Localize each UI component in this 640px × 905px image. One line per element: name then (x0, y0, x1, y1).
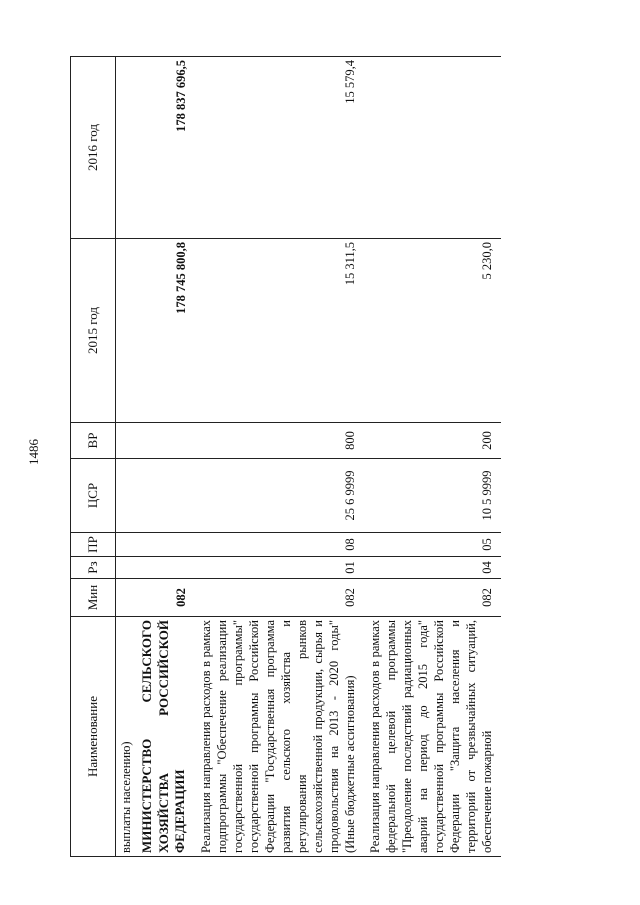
row-vr: 200 (364, 423, 501, 459)
header-name: Наименование (71, 617, 116, 857)
row-csr (116, 459, 137, 533)
row-min: 082 (364, 579, 501, 617)
row-pr: 05 (364, 533, 501, 557)
row-rz: 01 (195, 557, 364, 579)
row-csr: 10 5 9999 (364, 459, 501, 533)
page-number-text: 1486 (26, 439, 41, 465)
row-amount-2015: 5 230,0 (364, 239, 501, 423)
budget-table (70, 56, 501, 857)
header-2015: 2015 год (71, 239, 116, 423)
row-amount-2016 (116, 57, 137, 239)
header-vr: ВР (71, 423, 116, 459)
row-csr (136, 459, 195, 533)
header-csr: ЦСР (71, 459, 116, 533)
table-row (195, 57, 364, 857)
row-amount-2015: 15 311,5 (195, 239, 364, 423)
header-min: Мин (71, 579, 116, 617)
row-csr: 25 6 9999 (195, 459, 364, 533)
row-name: Реализация направления расходов в рамках федеральной целевой программы "Преодоление последствий радиационных аварий на период до 2015 года" государственной программы Российской Федерации "Защита населения и территорий от чрезвычайных ситуаций, обеспечение пожарной (364, 617, 501, 857)
row-name: Реализация направления расходов в рамках подпрограммы "Обеспечение реализации государственной программы" государственной программы Российской Федерации "Государственная программа развития сельского хозяйства и регулирования рынков сельскохозяйственной продукции, сырья и продовольствия на 2013 - 2020 годы" (Иные бюджетные ассигнования) (195, 617, 364, 857)
row-min (116, 579, 137, 617)
row-vr (116, 423, 137, 459)
table-header-row (71, 57, 116, 857)
header-rz: Рз (71, 557, 116, 579)
row-rz: 04 (364, 557, 501, 579)
header-2016: 2016 год (71, 57, 116, 239)
row-min: 082 (136, 579, 195, 617)
row-vr: 800 (195, 423, 364, 459)
row-pr (116, 533, 137, 557)
row-pr (136, 533, 195, 557)
row-name: МИНИСТЕРСТВО СЕЛЬСКОГО ХОЗЯЙСТВА РОССИЙСКОЙ ФЕДЕРАЦИИ (136, 617, 195, 857)
row-vr (136, 423, 195, 459)
budget-table-container (70, 57, 610, 857)
table-row (364, 57, 501, 857)
row-min: 082 (195, 579, 364, 617)
row-pr: 08 (195, 533, 364, 557)
row-amount-2015: 178 745 800,8 (136, 239, 195, 423)
row-amount-2015 (116, 239, 137, 423)
table-row (136, 57, 195, 857)
row-amount-2016 (364, 57, 501, 239)
row-rz (116, 557, 137, 579)
row-rz (136, 557, 195, 579)
row-name: выплаты населению) (116, 617, 137, 857)
row-amount-2016: 178 837 696,5 (136, 57, 195, 239)
table-row (116, 57, 137, 857)
row-amount-2016: 15 579,4 (195, 57, 364, 239)
header-pr: ПР (71, 533, 116, 557)
